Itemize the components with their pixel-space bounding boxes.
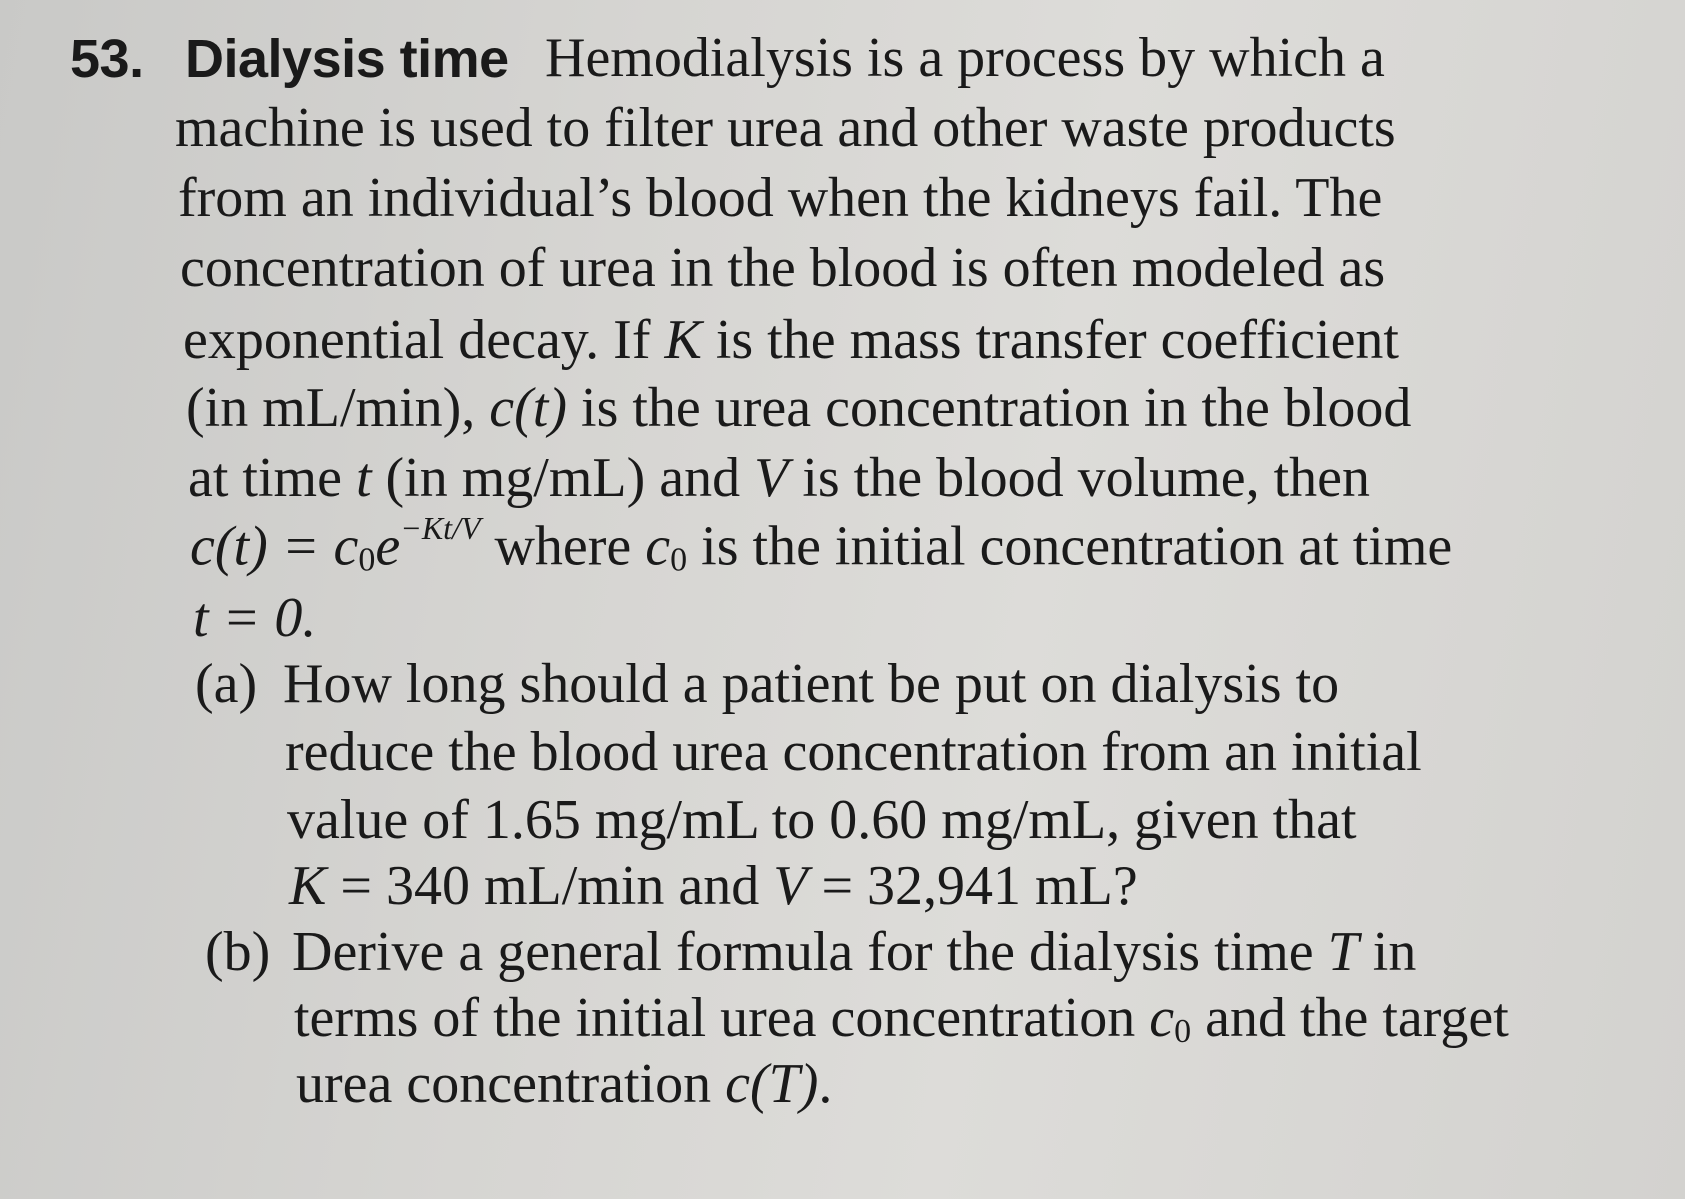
part-b-text: and the target	[1205, 987, 1509, 1049]
part-b-text: in	[1372, 921, 1417, 983]
part-b-text: Derive a general formula for the dialysis time	[292, 921, 1314, 983]
part-a-line-1: How long should a patient be put on dialysis to	[283, 653, 1340, 715]
variable-t: t	[355, 447, 372, 509]
subscript-zero: 0	[358, 541, 376, 579]
part-a-line-2: reduce the blood urea concentration from an initial	[285, 721, 1422, 783]
part-a-line-3: value of 1.65 mg/mL to 0.60 mg/mL, given that	[287, 789, 1357, 851]
variable-c: c	[645, 515, 671, 578]
variable-K: K	[289, 855, 327, 917]
formula-e: e	[375, 515, 401, 578]
subscript-zero: 0	[1174, 1013, 1192, 1050]
formula-exponent: −Kt/V	[400, 510, 481, 546]
part-b-line-3	[296, 1053, 833, 1115]
part-b-text: urea concentration	[296, 1053, 712, 1115]
part-a-text: = 32,941 mL?	[821, 855, 1138, 917]
intro-text: (in mL/min),	[186, 377, 476, 439]
intro-text: exponential decay. If	[183, 309, 651, 371]
part-b-line-2	[294, 987, 1509, 1050]
intro-line-1: Hemodialysis is a process by which a	[545, 27, 1385, 89]
intro-text: at time	[188, 447, 342, 509]
intro-line-9	[193, 587, 317, 649]
part-b-line-1	[292, 921, 1417, 983]
t-equals-zero: t = 0.	[193, 587, 317, 649]
function-c-of-T: c(T)	[725, 1053, 819, 1115]
intro-text: is the mass transfer coefficient	[715, 309, 1399, 371]
variable-T: T	[1327, 921, 1359, 983]
intro-line-2: machine is used to filter urea and other waste products	[175, 97, 1396, 159]
function-c-of-t: c(t)	[489, 377, 568, 439]
part-b-text: terms of the initial urea concentration	[294, 987, 1136, 1049]
part-a-label: (a)	[195, 653, 258, 715]
part-a-text: = 340 mL/min and	[340, 855, 760, 917]
subscript-zero: 0	[670, 541, 688, 579]
problem-title: Dialysis time	[185, 29, 509, 89]
variable-K: K	[664, 309, 702, 371]
intro-text: is the blood volume, then	[802, 447, 1371, 509]
intro-line-6	[186, 377, 1412, 439]
variable-V: V	[754, 447, 789, 509]
intro-text: (in mg/mL) and	[385, 447, 741, 509]
part-b-label: (b)	[205, 921, 271, 983]
intro-text: where	[494, 515, 632, 578]
period: .	[818, 1053, 833, 1115]
intro-line-8-formula	[190, 510, 1453, 579]
intro-text: is the urea concentration in the blood	[581, 377, 1412, 439]
problem-number: 53.	[70, 29, 144, 89]
variable-V: V	[773, 855, 808, 917]
intro-line-7	[188, 447, 1371, 509]
intro-line-3: from an individual’s blood when the kidneys fail. The	[178, 167, 1383, 229]
intro-line-5	[183, 309, 1399, 371]
intro-text: is the initial concentration at time	[701, 515, 1453, 578]
intro-line-4: concentration of urea in the blood is often modeled as	[180, 237, 1386, 299]
variable-c: c	[1149, 987, 1175, 1049]
formula-lhs: c(t) = c	[190, 515, 359, 578]
part-a-line-4	[289, 855, 1138, 917]
